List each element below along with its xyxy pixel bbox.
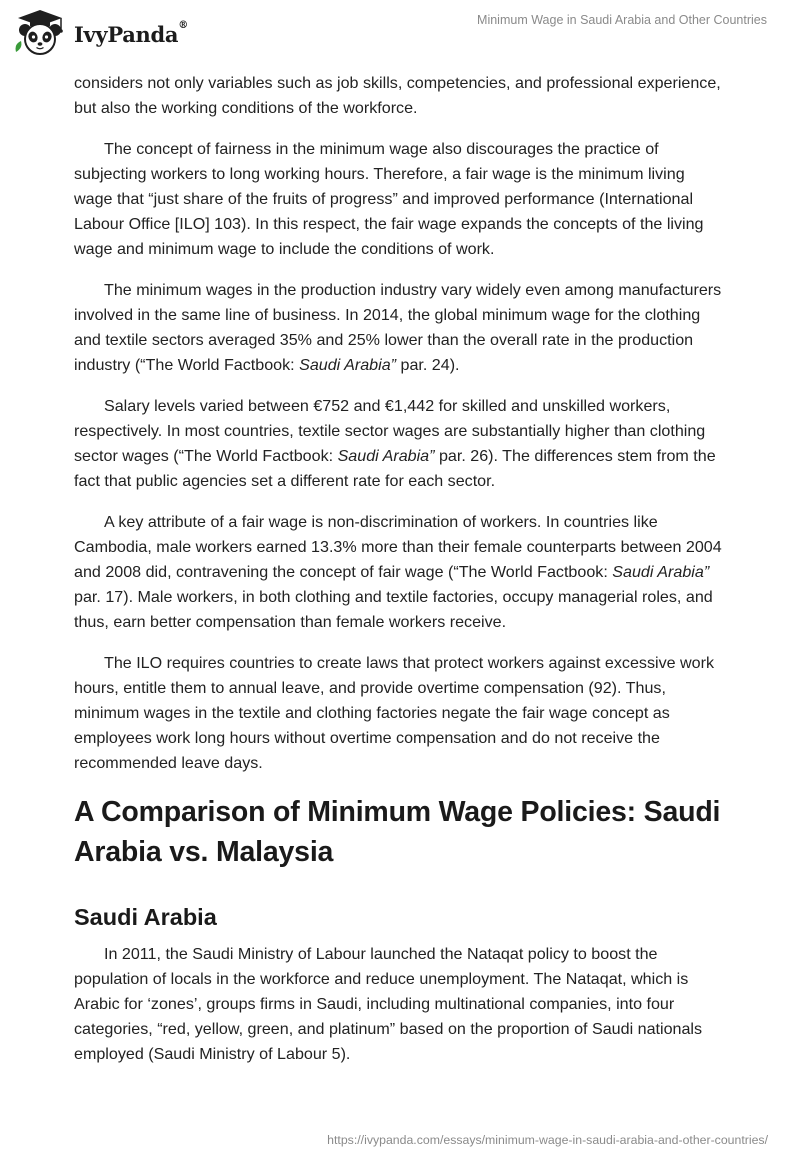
- page-header: [0, 0, 800, 64]
- paragraph: The concept of fairness in the minimum wage also discourages the practice of subjecting workers to long working hours. Therefore, a fair wage is the minimum living wage that “just share of the fruits of progress” and improved performance (International Labour Office [ILO] 103). In this respect, the fair wage expands the concepts of the living wage and minimum wage to include the conditions of work.: [74, 140, 704, 258]
- paragraph: The ILO requires countries to create laws that protect workers against excessive work hours, entitle them to annual leave, and provide overtime compensation (92). Thus, minimum wages in the textile and clothing factories negate the fair wage concept as employees work long hours without overtime compensation and do not receive the recommended leave days.: [74, 654, 715, 772]
- subsection-heading: Saudi Arabia: [74, 904, 217, 930]
- paragraph: The minimum wages in the production industry vary widely even among manufacturers involved in the same line of business. In 2014, the global minimum wage for the clothing and textile sectors averaged 35% and 25% lower than the overall rate in the production industry (“The World Factbook: Saudi Arabia” par. 24).: [74, 281, 722, 374]
- essay-content: [74, 71, 726, 1083]
- source-url[interactable]: https://ivypanda.com/essays/minimum-wage-in-saudi-arabia-and-other-countries/: [327, 1133, 768, 1147]
- document-title: Minimum Wage in Saudi Arabia and Other Countries: [477, 13, 767, 27]
- paragraph: considers not only variables such as job skills, competencies, and professional experience, but also the working conditions of the workforce.: [74, 74, 721, 117]
- paragraph: Salary levels varied between €752 and €1,442 for skilled and unskilled workers, respectively. In most countries, textile sector wages are substantially higher than clothing sector wages (“The World Factbook: Saudi Arabia” par. 26). The differences stem from the fact that public agencies set a different rate for each sector.: [74, 397, 716, 490]
- panda-logo-icon: [12, 8, 68, 56]
- section-heading: A Comparison of Minimum Wage Policies: Saudi Arabia vs. Malaysia: [74, 796, 721, 868]
- paragraph: A key attribute of a fair wage is non-discrimination of workers. In countries like Cambodia, male workers earned 13.3% more than their female counterparts between 2004 and 2008 did, contravening the concept of fair wage (“The World Factbook: Saudi Arabia” par. 17). Male workers, in both clothing and textile factories, occupy managerial roles, and thus, earn better compensation than female workers receive.: [74, 513, 722, 631]
- brand-name: IvyPanda®: [74, 19, 188, 47]
- paragraph: In 2011, the Saudi Ministry of Labour launched the Nataqat policy to boost the population of locals in the workforce and reduce unemployment. The Nataqat, which is Arabic for ‘zones’, groups firms in Saudi, including multinational companies, into four categories, “red, yellow, green, and platinum” based on the proportion of Saudi nationals employed (Saudi Ministry of Labour 5).: [74, 945, 703, 1063]
- logo[interactable]: [12, 8, 188, 56]
